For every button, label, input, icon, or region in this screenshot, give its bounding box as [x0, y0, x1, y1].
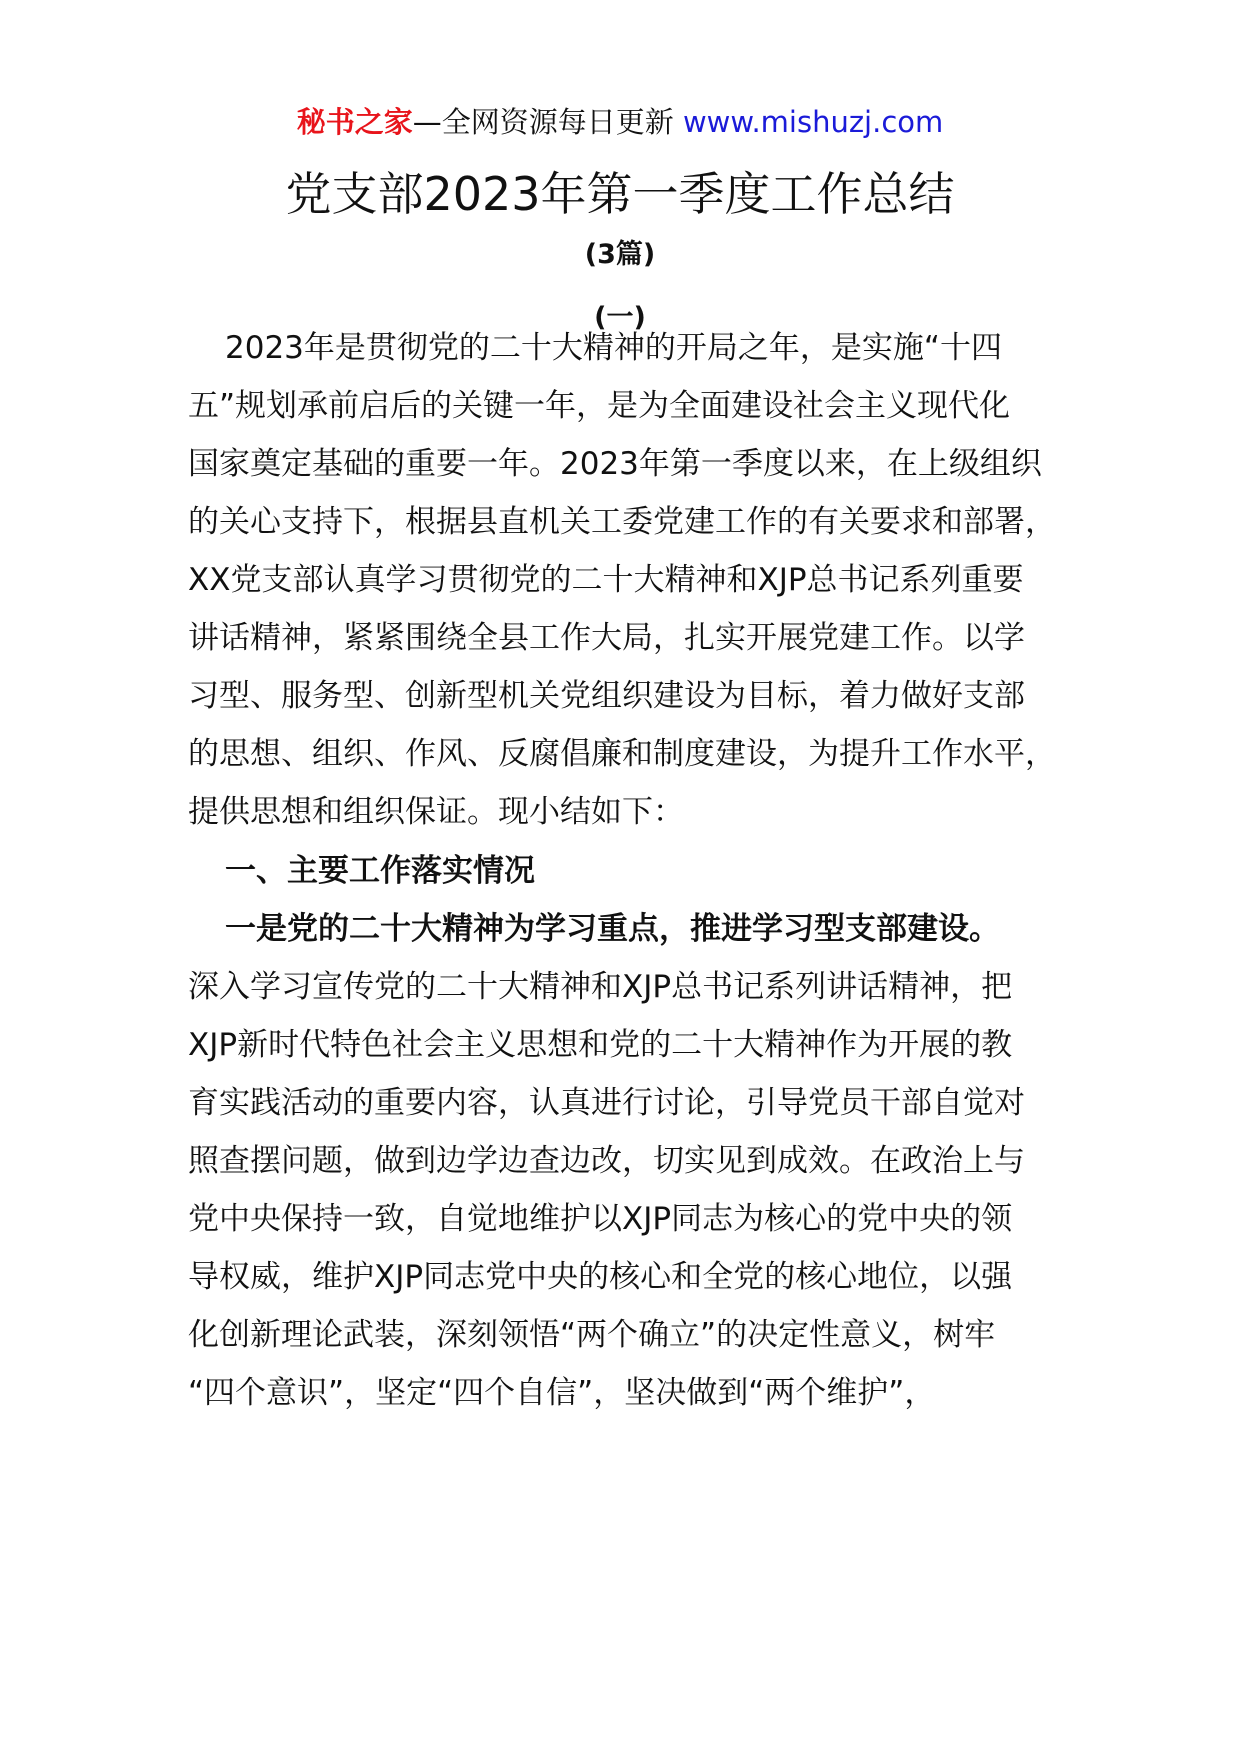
- body-line: 党中央保持一致，自觉地维护以XJP同志为核心的党中央的领: [188, 1201, 1013, 1237]
- body-line: 2023年是贯彻党的二十大精神的开局之年，是实施“十四: [225, 330, 1002, 366]
- body-line: 育实践活动的重要内容，认真进行讨论，引导党员干部自觉对: [188, 1085, 1025, 1121]
- body-line: XX党支部认真学习贯彻党的二十大精神和XJP总书记系列重要: [188, 562, 1024, 598]
- body-line: 导权威，维护XJP同志党中央的核心和全党的核心地位，以强: [188, 1259, 1013, 1295]
- subsection-heading: 一是党的二十大精神为学习重点，推进学习型支部建设。: [225, 911, 1000, 947]
- body-line: 深入学习宣传党的二十大精神和XJP总书记系列讲话精神，把: [188, 969, 1013, 1005]
- part-label: (一): [594, 302, 646, 333]
- body-line: 国家奠定基础的重要一年。2023年第一季度以来，在上级组织: [188, 446, 1042, 482]
- site-banner: [0, 100, 1240, 144]
- body-line: “四个意识”，坚定“四个自信”，坚决做到“两个维护”，: [188, 1375, 936, 1411]
- document-subtitle: (3篇): [584, 239, 656, 270]
- body-line: 的思想、组织、作风、反腐倡廉和制度建设，为提升工作水平，: [188, 736, 1056, 772]
- body-line: 的关心支持下，根据县直机关工委党建工作的有关要求和部署，: [188, 504, 1056, 540]
- body-line: 五”规划承前启后的关键一年，是为全面建设社会主义现代化: [188, 388, 1011, 424]
- body-line: 提供思想和组织保证。现小结如下：: [188, 794, 684, 830]
- body-line: 照查摆问题，做到边学边查边改，切实见到成效。在政治上与: [188, 1143, 1025, 1179]
- section-heading: 一、主要工作落实情况: [225, 853, 535, 889]
- banner-tagline: —全网资源每日更新: [412, 105, 683, 139]
- body-line: 化创新理论武装，深刻领悟“两个确立”的决定性意义，树牢: [188, 1317, 996, 1353]
- brand-name: 秘书之家: [296, 105, 413, 139]
- body-line: 习型、服务型、创新型机关党组织建设为目标，着力做好支部: [188, 678, 1025, 714]
- site-url[interactable]: www.mishuzj.com: [682, 105, 944, 139]
- body-line: 讲话精神，紧紧围绕全县工作大局，扎实开展党建工作。以学: [188, 620, 1025, 656]
- document-title: 党支部2023年第一季度工作总结: [285, 167, 955, 221]
- body-line: XJP新时代特色社会主义思想和党的二十大精神作为开展的教: [188, 1027, 1013, 1063]
